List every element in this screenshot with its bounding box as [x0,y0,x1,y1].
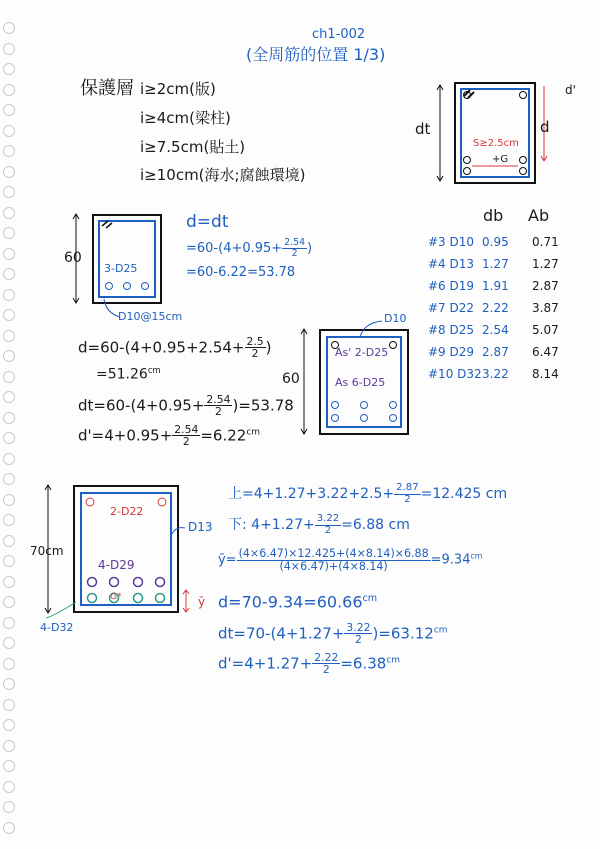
binder-hole [3,104,15,116]
binder-hole [3,63,15,75]
binder-hole [3,268,15,280]
ex3-centroid-g: G* [110,592,122,602]
binder-hole [3,494,15,506]
ex2-eq1: d=60-(4+0.95+2.54+ $\frac{2.5}{2}$ ) [78,335,272,361]
label-d-prime: d' [565,83,576,97]
cover-soil: i≥7.5cm(貼土) [140,138,246,156]
binder-hole [3,227,15,239]
label-dt: dt [415,120,431,138]
table-cell-ab: 1.27 [532,257,559,271]
binder-hole [3,145,15,157]
table-cell-bar: #4 D13 [428,257,475,271]
table-cell-ab: 3.87 [532,301,559,315]
ex2-eq2: dt=60-(4+0.95+ $\frac{2.54}{2}$ )=53.78 [78,393,294,419]
ex2-as-top: As' 2-D25 [335,346,389,359]
binder-hole [3,617,15,629]
ex3-eq-dprime: d'=4+1.27+ $\frac{2.22}{2}$ $=6.38^{cm}$ [218,651,401,677]
ex3-stirrup: D13 [188,520,213,534]
binder-hole [3,535,15,547]
ex1-stirrup: D10@15cm [118,310,183,323]
ex3-eq-ybar: ȳ= $\frac{(4\times 6.47)\times 12.425+(4\times 8.14)\times 6.88}{(4\times 6.47)+(4\times 8.14)}$ $=9.34^{cm}$ [218,547,483,573]
table-cell-bar: #3 D10 [428,235,475,249]
binder-hole [3,391,15,403]
binder-hole [3,658,15,670]
table-cell-db: 2.54 [482,323,509,337]
binder-hole [3,330,15,342]
ex2-eq3: d'=4+0.95+ $\frac{2.54}{2}$ $=6.22^{cm}$ [78,423,261,449]
table-cell-db: 0.95 [482,235,509,249]
table-cell-bar: #8 D25 [428,323,475,337]
binder-hole [3,43,15,55]
binder-hole [3,760,15,772]
ex3-bot-bars: 4-D32 [40,621,74,634]
ex3-eq-d: $d=70-9.34=60.66^{cm}$ [218,592,378,612]
table-cell-db: 1.91 [482,279,509,293]
ex2-stirrup: D10 [384,312,407,325]
binder-hole [3,473,15,485]
table-cell-ab: 8.14 [532,367,559,381]
binder-hole [3,371,15,383]
cover-beam: i≥4cm(梁柱) [140,109,231,127]
ex3-top-bars: 2-D22 [110,505,144,518]
ex3-mid-bars: 4-D29 [98,558,135,572]
table-cell-ab: 2.87 [532,279,559,293]
binder-hole [3,555,15,567]
table-header-ab: Ab [528,206,550,225]
label-g: +G [492,154,509,165]
table-cell-db: 2.22 [482,301,509,315]
binder-hole [3,289,15,301]
binder-hole [3,453,15,465]
table-cell-db: 3.22 [482,367,509,381]
binder-hole [3,781,15,793]
table-cell-ab: 5.07 [532,323,559,337]
label-d: d [540,118,550,136]
table-cell-bar: #10 D32 [428,367,482,381]
ex3-eq-up: 上=4+1.27+3.22+2.5+ $\frac{2.87}{2}$ =12.425 cm [228,482,508,505]
binder-hole [3,514,15,526]
binder-hole [3,432,15,444]
cover-slab: i≥2cm(版) [140,80,216,98]
page-code: ch1-002 [312,27,366,42]
ex1-height: 60 [64,250,82,266]
binder-hole [3,801,15,813]
binder-hole [3,822,15,834]
binder-hole [3,699,15,711]
binder-hole [3,576,15,588]
table-cell-bar: #9 D29 [428,345,475,359]
cover-title: 保護層 [80,78,134,99]
ex3-ybar-marker: ȳ [198,595,206,609]
table-cell-db: 2.87 [482,345,509,359]
table-cell-bar: #6 D19 [428,279,475,293]
binder-hole [3,22,15,34]
label-spacing: S≥2.5cm [473,138,519,149]
binder-hole [3,719,15,731]
ex1-eq3: =60-6.22=53.78 [186,265,296,280]
binder-hole [3,186,15,198]
binder-hole [3,740,15,752]
ex1-eq2: =60-(4+0.95+ $\frac{2.54}{2}$ ) [186,237,313,259]
binder-hole [3,207,15,219]
table-cell-bar: #7 D22 [428,301,475,315]
cover-sea: i≥10cm(海水;腐蝕環境) [140,166,306,184]
binder-hole [3,125,15,137]
binder-hole [3,84,15,96]
ex2-height: 60 [282,371,300,387]
ex1-eq1: d=dt [186,212,229,232]
binder-hole [3,248,15,260]
binder-hole [3,678,15,690]
binder-hole [3,637,15,649]
ex2-eq1-result: $=51.26^{cm}$ [96,365,161,383]
ex3-eq-down: 下: 4+1.27+ $\frac{3.22}{2}$ =6.88 cm [228,513,410,536]
binder-hole [3,412,15,424]
table-cell-db: 1.27 [482,257,509,271]
binder-hole [3,166,15,178]
ex1-bars: 3-D25 [104,262,138,275]
ex3-eq-dt: dt=70-(4+1.27+ $\frac{3.22}{2}$ )$=63.12^{cm}$ [218,621,448,647]
ex2-as-bot: As 6-D25 [335,376,386,389]
table-header-db: db [483,206,504,225]
binder-hole [3,596,15,608]
binder-hole [3,350,15,362]
table-cell-ab: 0.71 [532,235,559,249]
table-cell-ab: 6.47 [532,345,559,359]
ex3-height: 70cm [30,544,64,558]
binder-hole [3,309,15,321]
section-diagram-ex1 [68,210,168,310]
page-subtitle: (全周筋的位置 1/3) [246,45,386,64]
